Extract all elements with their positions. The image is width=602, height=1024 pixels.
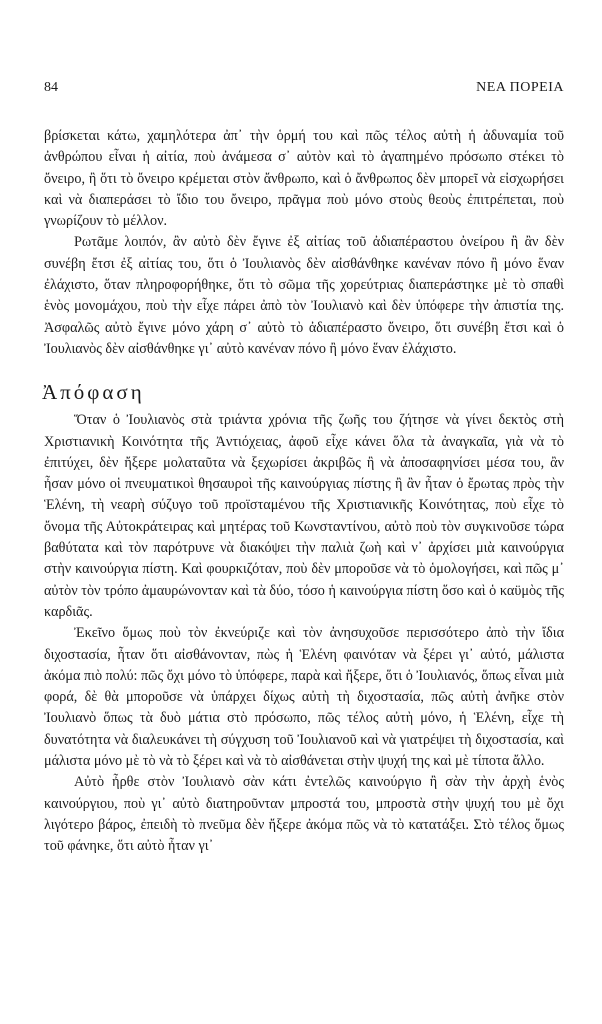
paragraph: Αὐτὸ ἦρθε στὸν Ἰουλιανὸ σὰν κάτι ἐντελῶς καινούργιο ἢ σὰν τὴν ἀρχὴ ἑνὸς καινούργιου, ποὺ γι᾿ αὐτὸ διατηροῦνταν μπροστά του, μπροστὰ στὴν ψυχή του μὲ ὄχι λιγότερο βάρος, ἐπειδὴ τὸ πνεῦμα δὲν ἤξερε ἀκόμα πῶς νὰ τὸ κατατάξει. Στὸ τέλος ὅμως τοῦ φάνηκε, ὅτι αὐτὸ ἦταν γι᾿: [44, 774, 564, 855]
paragraph: Ἐκεῖνο ὅμως ποὺ τὸν ἐκνεύριζε καὶ τὸν ἀνησυχοῦσε περισσότερο ἀπὸ τὴν ἴδια διχοστασία, ἦταν ὅτι αἰσθάνονταν, πὼς ἡ Ἑλένη φαινόταν νὰ ξέρει γι᾿ αὐτό, μάλιστα ἀκόμα πιὸ πολύ: πῶς ὄχι μόνο τὸ ὑπόφερε, παρὰ καὶ ἤξερε, ὅτι ὁ Ἰουλιανός, ὅπως εἶναι μιὰ φορά, δὲ θὰ μποροῦσε νὰ ὑπάρχει δίχως αὐτὴ τὴ διχοστασία, πῶς αὐτὴ ἀνῆκε στὸν Ἰουλιανὸ ὅπως τὰ δυὸ μάτια στὸ πρόσωπο, πῶς τέλος αὐτὴ μόνο, ἡ Ἑλένη, εἶχε τὴ δυνατότητα νὰ διαλευκάνει τὴ σύγχυση τοῦ Ἰουλιανοῦ καὶ νὰ γιατρέψει τὴ διχοστασία, καὶ μάλιστα μόνο μὲ τὸ νὰ τὸ ξέρει καὶ νὰ τὸ αἰσθάνεται στὴν ψυχή της καὶ μὲ τίποτα ἄλλο.: [44, 625, 564, 770]
page-header: [44, 80, 564, 100]
book-page: [44, 0, 564, 1024]
running-title: ΝΕΑ ΠΟΡΕΙΑ: [476, 80, 564, 95]
paragraph: Ρωτᾶμε λοιπόν, ἂν αὐτὸ δὲν ἔγινε ἐξ αἰτίας τοῦ ἀδιαπέραστου ὀνείρου ἢ ἂν δὲν συνέβη ἔτσι ἐξ αἰτίας του, ὅτι ὁ Ἰουλιανὸς δὲν αἰσθάνθηκε κανέναν πόνο ἢ μόνο ἕναν ἐλάχιστο, ὅταν πληροφορήθηκε, ὅτι τὸ σῶμα τῆς χορεύτριας διαπεράστηκε μὲ τὸ σπαθὶ ἑνὸς μονομάχου, ποὺ τὴν εἶχε πάρει ἀπὸ τὸν Ἰουλιανὸ καὶ δὲν ὑπόφερε τὴν ἀπιστία της. Ἀσφαλῶς αὐτὸ ἔγινε μόνο χάρη σ᾿ αὐτὸ τὸ ἀδιαπέραστο ὄνειρο, ὅτι συνέβη ἔτσι καὶ ὁ Ἰουλιανὸς δὲν αἰσθάνθηκε γι᾿ αὐτὸ κανέναν πόνο ἢ μόνο ἕναν ἐλάχιστο.: [44, 234, 564, 357]
page-number: 84: [44, 80, 58, 95]
paragraph: βρίσκεται κάτω, χαμηλότερα ἀπ᾿ τὴν ὁρμή του καὶ πῶς τέλος αὐτὴ ἡ ἀδυναμία τοῦ ἀνθρώπου εἶναι ἡ αἰτία, ποὺ ἀνάμεσα σ᾿ αὐτὸν καὶ τὸ ἀγαπημένο πρόσωπο στέκει τὸ ὄνειρο, ἢ ὅτι τὸ ὄνειρο κρέμεται στὸν ἄνθρωπο, καὶ ὁ ἄνθρωπος δὲν μπορεῖ νὰ εἰσχωρήσει καὶ νὰ διαπεράσει τὸ ἴδιο του ὄνειρο, πρᾶγμα ποὺ μόνο στοὺς θεοὺς ἐπιτρέπεται, ποὺ γνωρίζουν τὸ μέλλον.: [44, 128, 564, 230]
body-text: [44, 126, 564, 858]
section-heading: Ἀπόφαση: [42, 380, 145, 405]
paragraph: Ὅταν ὁ Ἰουλιανὸς στὰ τριάντα χρόνια τῆς ζωῆς του ζήτησε νὰ γίνει δεκτὸς στὴ Χριστιανικὴ Κοινότητα τῆς Ἀντιόχειας, ἀφοῦ εἶχε κάνει ὅλα τὰ ἀναγκαῖα, γιὰ νὰ τὸ ἐπιτύχει, δὲν ἤξερε μολαταῦτα νὰ ξεχωρίσει ἀκριβῶς ἢ νὰ ἀποσαφηνίσει μέσα του, ἂν ἦσαν μόνο οἱ πνευματικοὶ θησαυροὶ τῆς καινούργιας πίστης ἢ ἂν ἦταν ὁ ἔρωτας πρὸς τὴν Ἑλένη, τὴ νεαρὴ σύζυγο τοῦ προϊσταμένου τῆς Χριστιανικῆς Κοινότητας, ποὺ εἶχε τὸ ὄνομα τῆς Αὐτοκράτειρας καὶ μητέρας τοῦ Κωνσταντίνου, αὐτὸ ποὺ τὸν συγκινοῦσε τώρα βαθύτατα καὶ τὸν παρότρυνε νὰ διακόψει τὴν παλιὰ ζωὴ καὶ ν᾿ ἀρχίσει μιὰ καινούργια στὴν καινούργια πίστη. Καὶ φουρκιζόταν, ποὺ δὲν μποροῦσε νὰ τὸ ὁμολογήσει, καὶ πῶς μ᾿ αὐτὸν τὸν τρόπο ἀμαυρώνονταν καὶ τὰ δύο, τόσο ἡ καινούργια πίστη ὅσο καὶ ὁ καϋμὸς τῆς καρδιᾶς.: [44, 412, 564, 620]
